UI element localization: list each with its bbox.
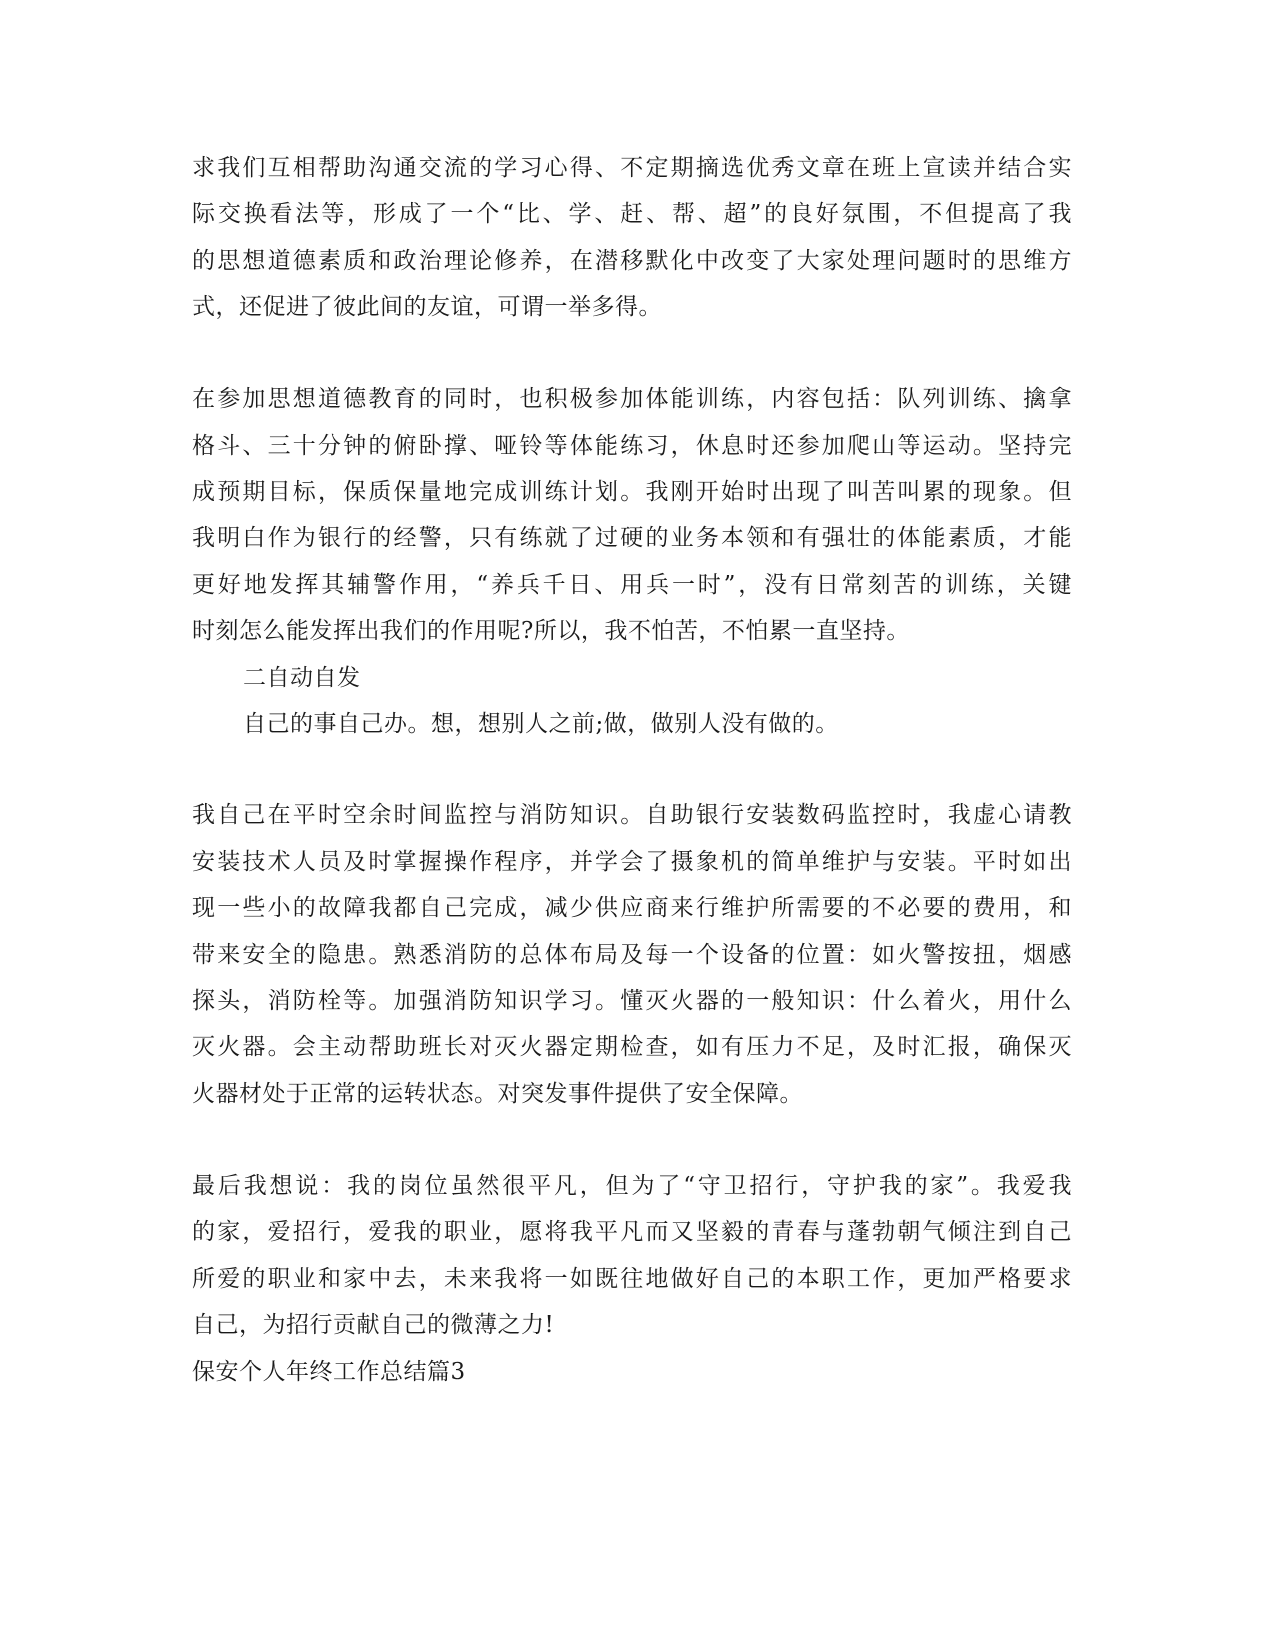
paragraph-line: 所爱的职业和家中去，未来我将一如既往地做好自己的本职工作，更加严格要求	[192, 1266, 1072, 1292]
paragraph-line: 自己，为招行贡献自己的微薄之力!	[192, 1312, 555, 1338]
paragraph-line: 的思想道德素质和政治理论修养，在潜移默化中改变了大家处理问题时的思维方	[192, 248, 1072, 274]
paragraph-line: 成预期目标，保质保量地完成训练计划。我刚开始时出现了叫苦叫累的现象。但	[192, 479, 1072, 505]
paragraph-line: 我明白作为银行的经警，只有练就了过硬的业务本领和有强壮的体能素质，才能	[192, 525, 1072, 551]
motto-line: 自己的事自己办。想，想别人之前;做，做别人没有做的。	[243, 711, 839, 737]
paragraph-line: 安装技术人员及时掌握操作程序，并学会了摄象机的简单维护与安装。平时如出	[192, 849, 1072, 875]
paragraph-line: 更好地发挥其辅警作用，“养兵千日、用兵一时”，没有日常刻苦的训练，关键	[192, 572, 1072, 598]
paragraph-line: 带来安全的隐患。熟悉消防的总体布局及每一个设备的位置：如火警按扭，烟感	[192, 942, 1072, 968]
paragraph-line: 我自己在平时空余时间监控与消防知识。自助银行安装数码监控时，我虚心请教	[192, 802, 1072, 828]
paragraph-line: 格斗、三十分钟的俯卧撑、哑铃等体能练习，休息时还参加爬山等运动。坚持完	[192, 433, 1072, 459]
paragraph-line: 时刻怎么能发挥出我们的作用呢?所以，我不怕苦，不怕累一直坚持。	[192, 618, 910, 644]
paragraph-line: 最后我想说：我的岗位虽然很平凡，但为了“守卫招行，守护我的家”。我爱我	[192, 1173, 1072, 1199]
paragraph-line: 在参加思想道德教育的同时，也积极参加体能训练，内容包括：队列训练、擒拿	[192, 386, 1072, 412]
paragraph-line: 的家，爱招行，爱我的职业，愿将我平凡而又坚毅的青春与蓬勃朝气倾注到自己	[192, 1219, 1072, 1245]
paragraph-line: 际交换看法等，形成了一个“比、学、赶、帮、超”的良好氛围，不但提高了我	[192, 201, 1072, 227]
paragraph-line: 现一些小的故障我都自己完成，减少供应商来行维护所需要的不必要的费用，和	[192, 895, 1072, 921]
paragraph-line: 灭火器。会主动帮助班长对灭火器定期检查，如有压力不足，及时汇报，确保灭	[192, 1034, 1072, 1060]
paragraph-line: 探头，消防栓等。加强消防知识学习。懂灭火器的一般知识：什么着火，用什么	[192, 988, 1072, 1014]
next-section-title: 保安个人年终工作总结篇3	[192, 1359, 466, 1385]
paragraph-line: 式，还促进了彼此间的友谊，可谓一举多得。	[192, 294, 662, 320]
section-heading: 二自动自发	[243, 665, 361, 691]
paragraph-line: 求我们互相帮助沟通交流的学习心得、不定期摘选优秀文章在班上宣读并结合实	[192, 155, 1072, 181]
paragraph-line: 火器材处于正常的运转状态。对突发事件提供了安全保障。	[192, 1081, 803, 1107]
